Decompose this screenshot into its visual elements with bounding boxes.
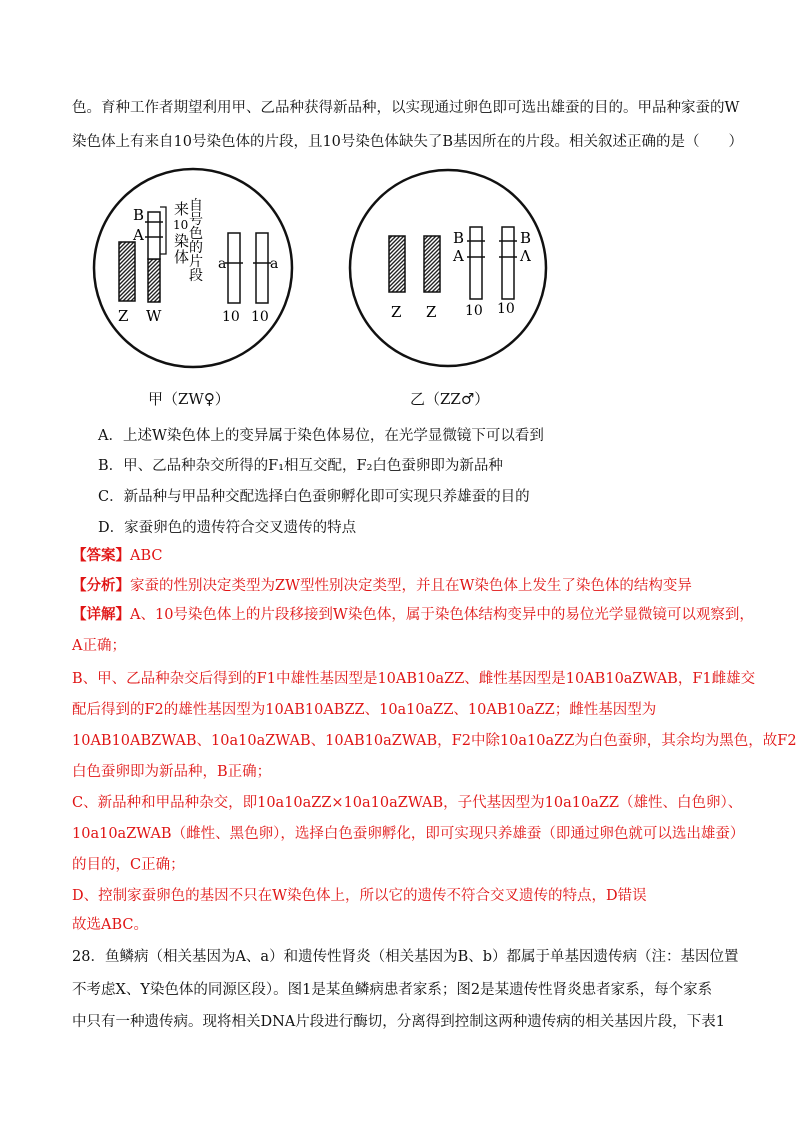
detail-line-8: 10a10aZWAB（雌性、黑色卵），选择白色蚕卵孵化，即可实现只养雄蚕（即通过卵色就可以选出雄蚕） xyxy=(72,826,745,842)
gene-label-B-left: B xyxy=(133,206,145,224)
gene-label-a-2: a xyxy=(270,256,279,272)
chromosome-label-10-left-2: 10 xyxy=(251,309,269,325)
chromosome-10-left-2 xyxy=(256,233,268,303)
chromosome-label-Z-right-1: Z xyxy=(391,303,402,321)
detail-line-3: B、甲、乙品种杂交后得到的F1中雄性基因型是10AB10aZZ、雌性基因型是10AB10aZWAB，F1雌雄交 xyxy=(72,671,756,687)
detail-line-6: 白色蚕卵即为新品种，B正确； xyxy=(72,764,272,780)
gene-label-B-right-2: B xyxy=(520,229,532,247)
option-b: B．甲、乙品种杂交所得的F₁相互交配，F₂白色蚕卵即为新品种 xyxy=(98,458,503,474)
detail-line-9: 的目的，C正确； xyxy=(72,857,185,873)
fragment-bracket xyxy=(160,207,166,254)
chromosome-10-left-1 xyxy=(228,233,240,303)
chromosome-label-Z: Z xyxy=(118,307,129,325)
chromosome-label-W: W xyxy=(146,307,162,325)
chromosome-label-10-left-1: 10 xyxy=(222,309,240,325)
detail-line-7: C、新品种和甲品种杂交，即10a10aZZ×10a10aZWAB，子代基因型为10a10aZZ（雄性、白色卵）、 xyxy=(72,795,743,811)
detail-line-1 xyxy=(72,605,754,625)
note-col2-5: 片 xyxy=(189,254,203,270)
z-chromosome-2 xyxy=(424,236,440,292)
detail-line-2: A正确； xyxy=(72,638,126,654)
intro-line-2: 染色体上有来自10号染色体的片段，且10号染色体缺失了B基因所在的片段。相关叙述正确的是（ ） xyxy=(72,134,744,150)
detail-line-11: 故选ABC。 xyxy=(72,917,148,933)
caption-yi: 乙（ZZ♂） xyxy=(410,390,490,408)
analysis-text: 家蚕的性别决定类型为ZW型性别决定类型，并且在W染色体上发生了染色体的结构变异 xyxy=(130,578,692,594)
cell-jia xyxy=(94,169,292,367)
analysis-tag: 【分析】 xyxy=(72,577,130,594)
chromosome-label-10-right-1: 10 xyxy=(465,303,483,319)
note-col1-2: 10 xyxy=(173,218,189,232)
note-col1-3: 染 xyxy=(174,232,190,250)
note-col1-1: 来 xyxy=(174,200,190,218)
detail-line-4: 配后得到的F2的雄性基因型为10AB10ABZZ、10a10aZZ、10AB10aZZ；雌性基因型为 xyxy=(72,702,657,718)
option-a: A．上述W染色体上的变异属于染色体易位，在光学显微镜下可以看到 xyxy=(98,428,544,444)
z-chromosome-1 xyxy=(389,236,405,292)
w-chromosome xyxy=(148,259,160,302)
cell-circle-right xyxy=(350,170,546,366)
caption-jia: 甲（ZW♀） xyxy=(148,390,230,408)
chromosome-label-10-right-2: 10 xyxy=(497,301,515,317)
note-col2-6: 段 xyxy=(189,268,203,284)
q28-line-2: 不考虑X、Y染色体的同源区段）。图1是某鱼鳞病患者家系；图2是某遗传性肾炎患者家系，每个家系 xyxy=(72,982,713,998)
gene-label-A-right-1: A xyxy=(453,247,464,265)
q28-line-1: 28．鱼鳞病（相关基因为A、a）和遗传性肾炎（相关基因为B、b）都属于单基因遗传病（注：基因位置 xyxy=(72,949,739,965)
option-c: C．新品种与甲品种交配选择白色蚕卵孵化即可实现只养雄蚕的目的 xyxy=(98,489,530,505)
detail-line-10: D、控制家蚕卵色的基因不只在W染色体上，所以它的遗传不符合交叉遗传的特点，D错误 xyxy=(72,888,647,904)
cell-yi xyxy=(350,170,546,366)
w-attached-fragment xyxy=(148,212,160,259)
gene-label-a-1: a xyxy=(218,256,227,272)
q28-line-3: 中只有一种遗传病。现将相关DNA片段进行酶切，分离得到控制这两种遗传病的相关基因片段，下表1 xyxy=(72,1014,726,1030)
gene-label-A-right-2: Λ xyxy=(520,247,531,265)
intro-line-1: 色。育种工作者期望利用甲、乙品种获得新品种，以实现通过卵色即可选出雄蚕的目的。甲品种家蚕的W xyxy=(72,100,740,116)
note-col2-4: 的 xyxy=(189,240,203,256)
note-col2-3: 色 xyxy=(189,226,203,242)
gene-label-B-right-1: B xyxy=(453,229,465,247)
chromosome-10-right-2 xyxy=(502,227,514,299)
answer-line xyxy=(72,546,732,566)
gene-label-A-left: A xyxy=(133,226,144,244)
detail-tag: 【详解】 xyxy=(72,606,130,623)
detail-text-1: A、10号染色体上的片段移接到W染色体，属于染色体结构变异中的易位光学显微镜可以观察到， xyxy=(130,607,754,623)
option-d: D．家蚕卵色的遗传符合交叉遗传的特点 xyxy=(98,520,357,536)
note-col2-1: 自 xyxy=(189,198,203,214)
analysis-line xyxy=(72,576,732,596)
chromosome-10-right-1 xyxy=(470,227,482,299)
chromosome-figure xyxy=(0,160,800,410)
answer-tag: 【答案】 xyxy=(72,547,130,564)
detail-line-5: 10AB10ABZWAB、10a10aZWAB、10AB10aZWAB，F2中除10a10aZZ为白色蚕卵，其余均为黑色，故F2 xyxy=(72,733,797,749)
answer-text: ABC xyxy=(130,548,163,564)
note-col2-2: 号 xyxy=(189,212,203,228)
note-col1-4: 体 xyxy=(174,248,190,266)
z-chromosome xyxy=(119,242,135,301)
chromosome-label-Z-right-2: Z xyxy=(426,303,437,321)
